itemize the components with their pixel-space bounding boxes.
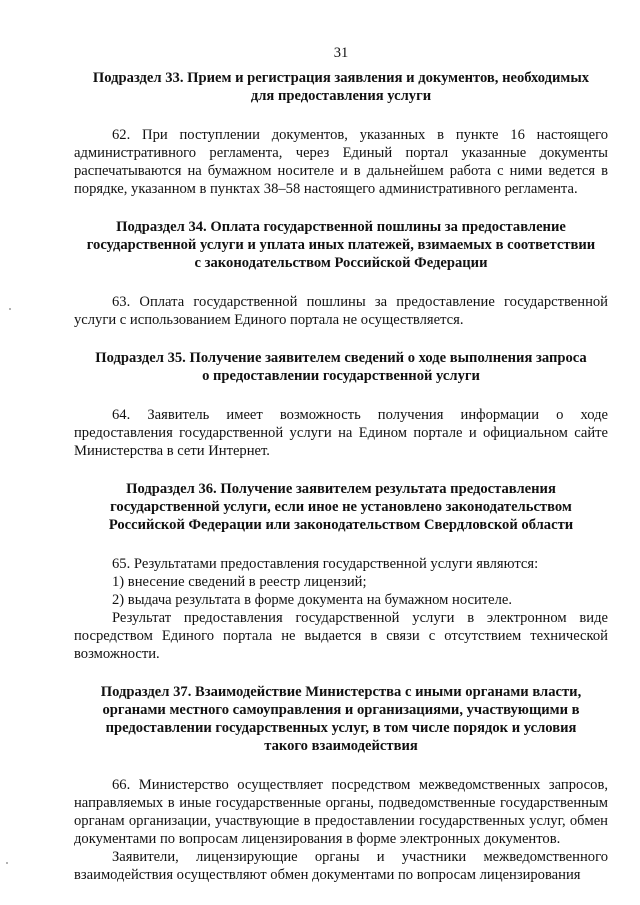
heading-line: Подраздел 35. Получение заявителем сведений о ходе выполнения запроса (95, 350, 587, 366)
section-34-body (74, 293, 608, 329)
section-37-heading (74, 683, 608, 755)
section-35-heading (74, 349, 608, 385)
paragraph-62: 62. При поступлении документов, указанных в пункте 16 настоящего административного регламента, через Единый портал указанные документы распечатываются на бумажном носителе и в дальнейшем работа с ними ведется в порядке, указанном в пунктах 38–58 настоящего административного регламента. (74, 127, 608, 197)
scan-dot (9, 308, 11, 310)
scan-dot (6, 862, 8, 864)
heading-line: Подраздел 37. Взаимодействие Министерства с иными органами власти, (100, 684, 582, 700)
section-33-heading (74, 69, 608, 105)
list-item: 1) внесение сведений в реестр лицензий; (112, 574, 367, 590)
heading-line: Российской Федерации или законодательством Свердловской области (108, 517, 574, 533)
heading-line: Подраздел 36. Получение заявителем результата предоставления (126, 481, 556, 497)
section-36-body (74, 555, 608, 663)
section-34-heading (74, 218, 608, 272)
paragraph-65-result: Результат предоставления государственной услуги в электронном виде посредством Единого портала не выдается в связи с отсутствием технической возможности. (74, 610, 608, 662)
document-page (74, 44, 608, 884)
paragraph-66: 66. Министерство осуществляет посредством межведомственных запросов, направляемых в иные государственные органы, подведомственные государственным органам организации, участвующие в предоставлении государственных услуг, обмен документами по вопросам лицензирования в форме электронных документов. (74, 777, 608, 847)
heading-line: Подраздел 34. Оплата государственной пошлины за предоставление (116, 219, 566, 235)
paragraph-64: 64. Заявитель имеет возможность получения информации о ходе предоставления государственной услуги на Едином портале и официальном сайте Министерства в сети Интернет. (74, 407, 608, 459)
heading-line: с законодательством Российской Федерации (194, 255, 488, 271)
section-36-heading (74, 480, 608, 534)
list-item: 2) выдача результата в форме документа на бумажном носителе. (112, 592, 513, 608)
section-33-body (74, 126, 608, 198)
heading-line: органами местного самоуправления и организациями, участвующими в (102, 702, 580, 718)
paragraph-66-continued: Заявители, лицензирующие органы и участники межведомственного взаимодействия осуществляют обмен документами по вопросам лицензирования (74, 849, 608, 883)
page-number: 31 (333, 45, 349, 61)
heading-line: Подраздел 33. Прием и регистрация заявления и документов, необходимых (92, 70, 590, 86)
heading-line: государственной услуги и уплата иных платежей, взимаемых в соответствии (86, 237, 596, 253)
heading-line: такого взаимодействия (264, 738, 418, 754)
paragraph-63: 63. Оплата государственной пошлины за предоставление государственной услуги с использованием Единого портала не осуществляется. (74, 294, 608, 328)
heading-line: государственной услуги, если иное не установлено законодательством (110, 499, 572, 515)
paragraph-65: 65. Результатами предоставления государственной услуги являются: (112, 556, 539, 572)
heading-line: предоставлении государственных услуг, в том числе порядок и условия (105, 720, 577, 736)
section-35-body (74, 406, 608, 460)
heading-line: для предоставления услуги (250, 88, 432, 104)
section-37-body (74, 776, 608, 884)
heading-line: о предоставлении государственной услуги (202, 368, 480, 384)
